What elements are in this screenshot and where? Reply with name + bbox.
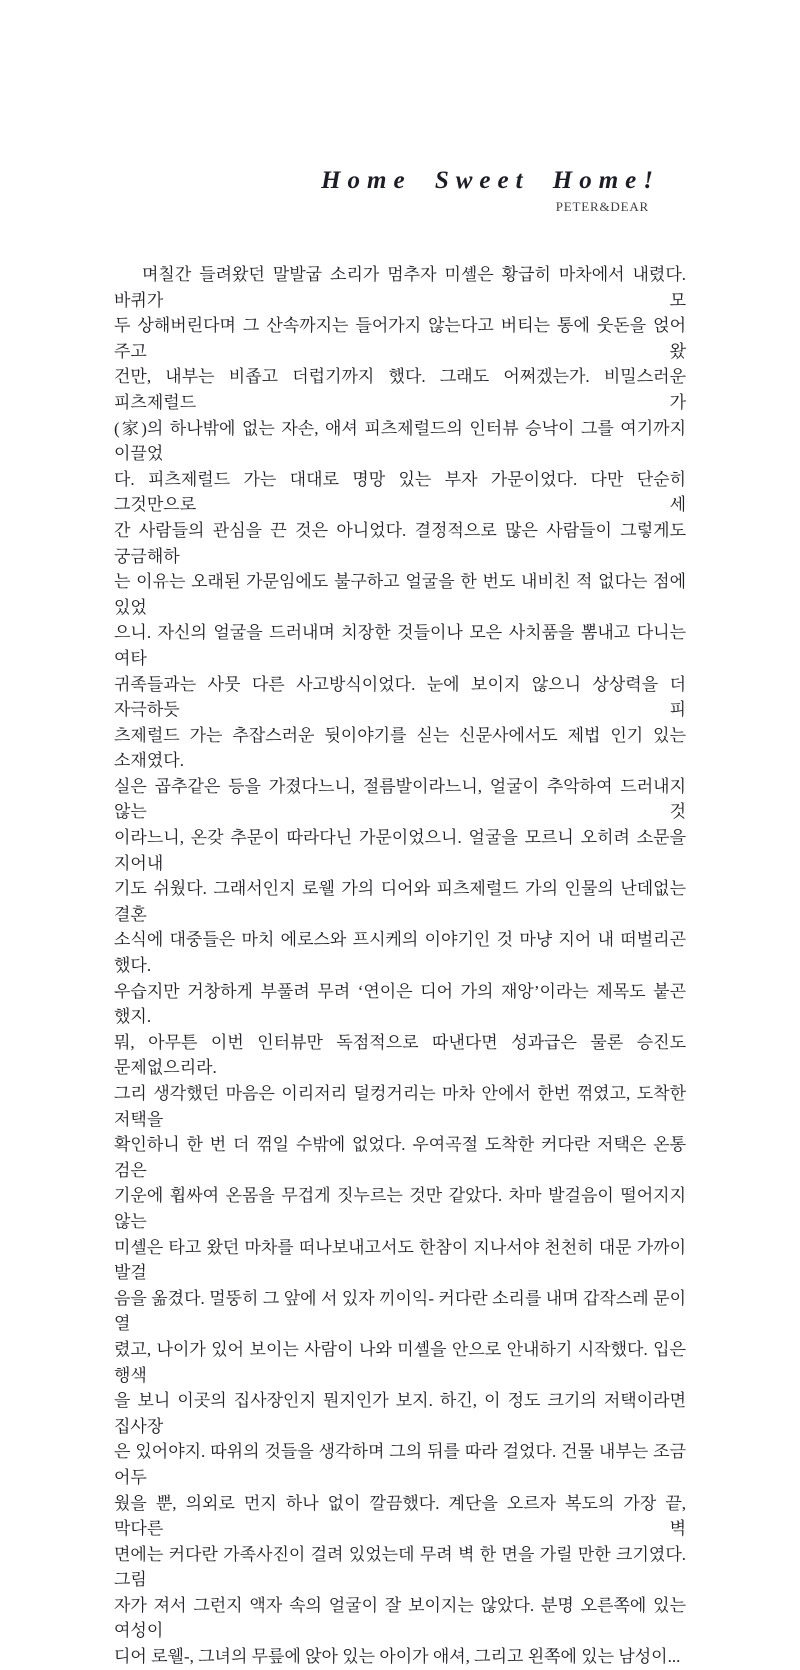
- text-line: 면에는 커다란 가족사진이 걸려 있었는데 무려 벽 한 면을 가릴 만한 크기였다. 그림: [114, 1544, 686, 1590]
- text-line: 을 보니 이곳의 집사장인지 뭔지인가 보지. 하긴, 이 정도 크기의 저택이라면 집사장: [114, 1391, 686, 1436]
- text-line: 웠을 뿐, 의외로 먼지 하나 없이 깔끔했다. 계단을 오르자 복도의 가장 끝, 막다른 벽: [114, 1493, 686, 1539]
- text-line: 그리 생각했던 마음은 이리저리 덜컹거리는 마차 안에서 한번 꺾였고, 도착한 저택을: [114, 1084, 686, 1129]
- page-content: [114, 166, 686, 1670]
- text-line: 며칠간 들려왔던 말발굽 소리가 멈추자 미셸은 황급히 마차에서 내렸다. 바퀴가 모: [114, 265, 686, 310]
- text-line: 다. 피츠제럴드 가는 대대로 명망 있는 부자 가문이었다. 다만 단순히 그것만으로 세: [114, 469, 686, 515]
- text-line: 뭐, 아무튼 이번 인터뷰만 독점적으로 따낸다면 성과급은 물론 승진도 문제없으리라.: [114, 1032, 686, 1078]
- text-line: 기도 쉬웠다. 그래서인지 로웰 가의 디어와 피츠제럴드 가의 인물의 난데없는 결혼: [114, 879, 686, 924]
- text-line: 소식에 대중들은 마치 에로스와 프시케의 이야기인 것 마냥 지어 내 떠벌리곤 했다.: [114, 930, 686, 976]
- text-line: 이라느니, 온갖 추문이 따라다닌 가문이었으니. 얼굴을 모르니 오히려 소문을 지어내: [114, 828, 686, 873]
- text-line: 우습지만 거창하게 부풀려 무려 ‘연이은 디어 가의 재앙’이라는 제목도 붙곤 했지.: [114, 981, 686, 1027]
- text-line: 두 상해버린다며 그 산속까지는 들어가지 않는다고 버티는 통에 웃돈을 얹어 주고 왔: [114, 316, 686, 361]
- text-line: 기운에 휩싸여 온몸을 무겁게 짓누르는 것만 같았다. 차마 발걸음이 떨어지지 않는: [114, 1186, 686, 1231]
- text-line: 귀족들과는 사뭇 다른 사고방식이었다. 눈에 보이지 않으니 상상력을 더 자극하듯 피: [114, 674, 686, 720]
- text-line: 은 있어야지. 따위의 것들을 생각하며 그의 뒤를 따라 걸었다. 건물 내부는 조금 어두: [114, 1442, 686, 1487]
- text-line: 건만, 내부는 비좁고 더럽기까지 했다. 그래도 어쩌겠는가. 비밀스러운 피츠제럴드 가: [114, 367, 686, 412]
- author-name: PETER&DEAR: [555, 199, 649, 214]
- text-line: 츠제럴드 가는 추잡스러운 뒷이야기를 싣는 신문사에서도 제법 인기 있는 소재였다.: [114, 725, 686, 771]
- text-line: 확인하니 한 번 더 꺾일 수밖에 없었다. 우여곡절 도착한 커다란 저택은 온통 검은: [114, 1135, 686, 1180]
- text-line: 간 사람들의 관심을 끈 것은 아니었다. 결정적으로 많은 사람들이 그렇게도 궁금해하: [114, 520, 686, 566]
- text-line: 렸고, 나이가 있어 보이는 사람이 나와 미셸을 안으로 안내하기 시작했다. 입은 행색: [114, 1339, 686, 1385]
- text-line: (家)의 하나밖에 없는 자손, 애셔 피츠제럴드의 인터뷰 승낙이 그를 여기까지 이끌었: [114, 418, 686, 464]
- page-title: Home Sweet Home!: [321, 167, 660, 194]
- text-line: 으니. 자신의 얼굴을 드러내며 치장한 것들이나 모은 사치품을 뽐내고 다니는 여타: [114, 623, 686, 668]
- text-line: 미셸은 타고 왔던 마차를 떠나보내고서도 한참이 지나서야 천천히 대문 가까이 발걸: [114, 1237, 686, 1283]
- text-line: 디어 로웰-, 그녀의 무릎에 앉아 있는 아이가 애셔, 그리고 왼쪽에 있는 남성이...: [114, 1647, 681, 1667]
- story-paragraph: [114, 262, 686, 1670]
- text-line: 자가 져서 그런지 액자 속의 얼굴이 잘 보이지는 않았다. 분명 오른쪽에 있는 여성이: [114, 1595, 686, 1641]
- text-line: 실은 곱추같은 등을 가졌다느니, 절름발이라느니, 얼굴이 추악하여 드러내지 않는 것: [114, 776, 686, 822]
- text-line: 음을 옮겼다. 멀뚱히 그 앞에 서 있자 끼이익- 커다란 소리를 내며 갑작스레 문이 열: [114, 1288, 686, 1334]
- text-line: 는 이유는 오래된 가문임에도 불구하고 얼굴을 한 번도 내비친 적 없다는 점에 있었: [114, 572, 686, 617]
